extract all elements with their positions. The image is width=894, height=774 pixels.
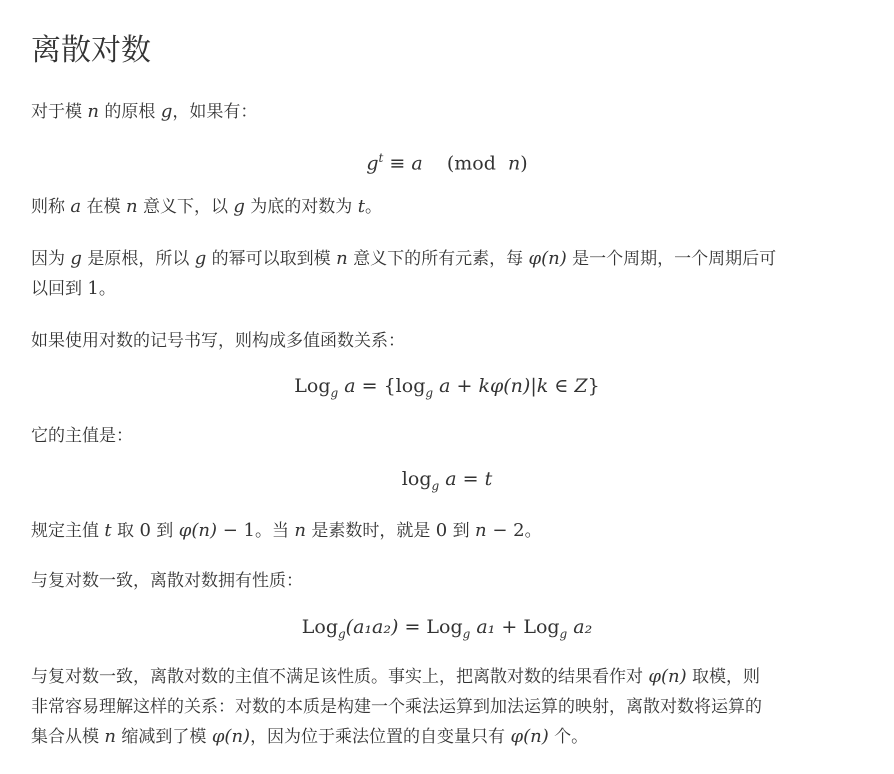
formula-multivalued-log: Log$_g$ $a = \{\log_g$ a + kφ(n)|k ∈ Z} xyxy=(294,375,600,400)
paragraph-property: 与复对数一致，离散对数拥有性质： xyxy=(31,571,303,591)
formula-congruence: $g^t \equiv a$ (mod n) xyxy=(366,151,528,175)
paragraph-range: 规定主值 t 取 0 到 φ(n) − 1。当 n 是素数时，就是 0 到 n − 2。 xyxy=(31,520,542,541)
paragraph-definition-intro: 对于模 n 的原根 g，如果有： xyxy=(31,101,258,122)
paragraph-period: 因为 g 是原根，所以 g 的幂可以取到模 n 意义下的所有元素，每 φ(n) 是一个周期，一个周期后可 以回到 1。 xyxy=(31,248,777,299)
paragraph-explanation: 与复对数一致，离散对数的主值不满足该性质。事实上，把离散对数的结果看作对 φ(n) 取模，则 非常容易理解这样的关系：对数的本质是构建一个乘法运算到加法运算的映射，离散对数将运算的 集合从模 n 缩减到了模 φ(n)，因为位于乘法位置的自变量只有 φ(n) 个。 xyxy=(31,666,762,747)
page-title: 离散对数 xyxy=(31,33,151,68)
paragraph-multivalued: 如果使用对数的记号书写，则构成多值函数关系： xyxy=(31,331,405,351)
paragraph-principal-value: 它的主值是： xyxy=(31,426,133,446)
formula-log-product: Log$_g$(a₁a₂) = Log$_g$ a₁ + Log$_g$ a₂ xyxy=(301,616,593,641)
paragraph-definition: 则称 a 在模 n 意义下，以 g 为底的对数为 t。 xyxy=(31,196,382,217)
formula-principal-log: $\log_g a = t$ xyxy=(401,468,493,493)
